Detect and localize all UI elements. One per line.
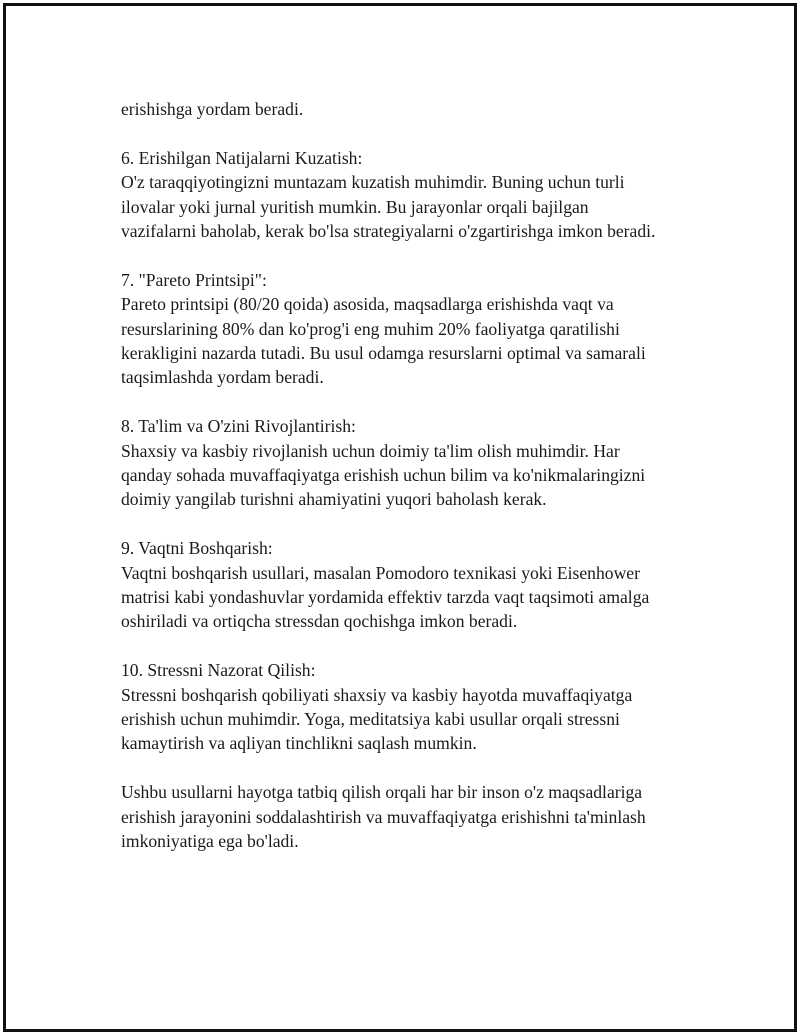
body-line: kamaytirish va aqliyan tinchlikni saqlash mumkin. (121, 733, 477, 754)
paragraph-gap (121, 243, 691, 267)
section-9 (121, 536, 691, 634)
section-6 (121, 146, 691, 244)
paragraph-gap (121, 512, 691, 536)
section-8 (121, 414, 691, 512)
body-line: Stressni boshqarish qobiliyati shaxsiy va kasbiy hayotda muvaffaqiyatga (121, 684, 633, 705)
section-heading: 9. Vaqtni Boshqarish: (121, 538, 273, 559)
body-line: erishish uchun muhimdir. Yoga, meditatsiya kabi usullar orqali stressni (121, 709, 620, 730)
body-line: vazifalarni baholab, kerak bo'lsa strategiyalarni o'zgartirishga imkon beradi. (121, 221, 656, 242)
paragraph-gap (121, 634, 691, 658)
document-page (3, 3, 797, 1032)
body-line: Vaqtni boshqarish usullari, masalan Pomodoro texnikasi yoki Eisenhower (121, 562, 640, 583)
body-line: kerakligini nazarda tutadi. Bu usul odamga resurslarni optimal va samarali (121, 343, 646, 364)
intro-tail-line: erishishga yordam beradi. (121, 99, 304, 119)
body-line: taqsimlashda yordam beradi. (121, 367, 324, 388)
body-line: doimiy yangilab turishni ahamiyatini yuqori baholash kerak. (121, 489, 547, 510)
paragraph-gap (121, 121, 691, 145)
body-line: Ushbu usullarni hayotga tatbiq qilish orqali har bir inson o'z maqsadlariga (121, 782, 643, 803)
section-heading: 8. Ta'lim va O'zini Rivojlantirish: (121, 416, 356, 437)
body-line: matrisi kabi yondashuvlar yordamida effektiv tarzda vaqt taqsimoti amalga (121, 587, 650, 608)
body-line: resurslarining 80% dan ko'prog'i eng muhim 20% faoliyatga qaratilishi (121, 318, 620, 339)
section-heading: 10. Stressni Nazorat Qilish: (121, 660, 316, 681)
document-body (121, 97, 691, 854)
body-line: ilovalar yoki jurnal yuritish mumkin. Bu jarayonlar orqali bajilgan (121, 196, 589, 217)
body-line: O'z taraqqiyotingizni muntazam kuzatish muhimdir. Buning uchun turli (121, 172, 625, 193)
body-line: oshiriladi va ortiqcha stressdan qochishga imkon beradi. (121, 611, 518, 632)
conclusion-paragraph (121, 780, 691, 853)
body-line: Pareto printsipi (80/20 qoida) asosida, maqsadlarga erishishda vaqt va (121, 294, 614, 315)
body-line: erishish jarayonini soddalashtirish va muvaffaqiyatga erishishni ta'minlash (121, 806, 646, 827)
paragraph-gap (121, 390, 691, 414)
body-line: Shaxsiy va kasbiy rivojlanish uchun doimiy ta'lim olish muhimdir. Har (121, 440, 620, 461)
section-7 (121, 268, 691, 390)
section-heading: 7. "Pareto Printsipi": (121, 269, 267, 290)
paragraph-gap (121, 756, 691, 780)
body-line: qanday sohada muvaffaqiyatga erishish uchun bilim va ko'nikmalaringizni (121, 465, 646, 486)
body-line: imkoniyatiga ega bo'ladi. (121, 831, 299, 852)
section-10 (121, 658, 691, 756)
section-heading: 6. Erishilgan Natijalarni Kuzatish: (121, 147, 363, 168)
